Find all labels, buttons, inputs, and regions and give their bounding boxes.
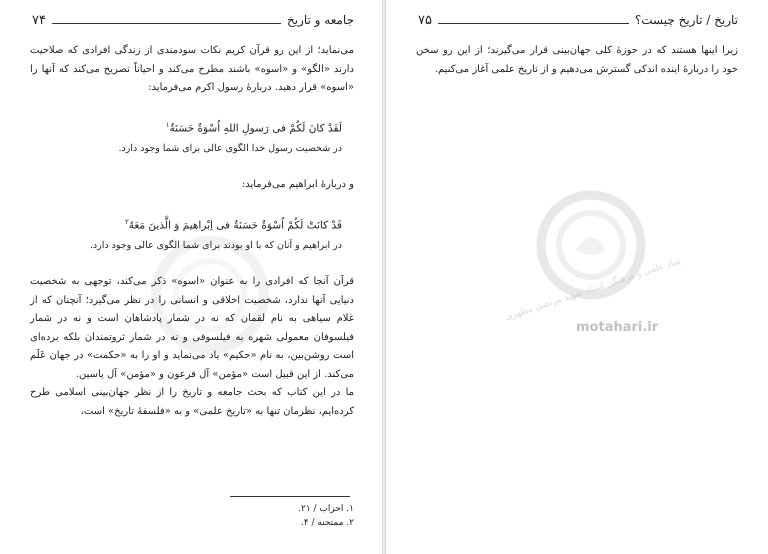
left-page-number: ۷۴ — [32, 12, 46, 28]
right-page-header — [418, 10, 738, 30]
watermark-url: motahari.ir — [576, 320, 659, 335]
quote-2-translation: در ابراهیم و آنان که با او بودند برای شما الگوی عالی وجود دارد. — [89, 239, 342, 251]
left-para-4: ما در این کتاب که بحث جامعه و تاریخ را از نظر جهان‌بینی اسلامی طرح کرده‌ایم، نظرمان تنها به «تاریخ علمی» و به «فلسفهٔ تاریخ» است، — [30, 387, 354, 417]
watermark-circle-text: بنیاد علمی و فرهنگی استاد شهید مرتضی مطهری — [504, 256, 683, 323]
left-page-header — [32, 10, 354, 30]
right-page-number: ۷۵ — [418, 12, 432, 28]
right-para-1: زیرا اینها هستند که در حوزهٔ کلی جهان‌بینی قرار می‌گیرند؛ از این رو سخن خود را دربارهٔ اینده اندکی گسترش می‌دهیم و از تاریخ علمی آغاز می‌کنیم. — [416, 45, 738, 75]
footnote-1: ۱. احزاب / ۲۱. — [298, 504, 354, 514]
right-header-rule — [438, 23, 629, 24]
footnotes — [298, 502, 354, 530]
quote-1 — [30, 116, 342, 159]
left-page-body — [30, 42, 354, 421]
quote-1-arabic: لَقَدْ کانَ لَکُمْ فی رَسولِ اللهِ اُسْوَةٌ حَسَنَةٌ — [169, 122, 342, 134]
left-para-3: قرآن آنجا که افرادی را به عنوان «اسوه» ذکر می‌کند، توجهی به شخصیت دنیایی آنها ندارد، شخصیت اخلاقی و انسانی را در نظر می‌گیرد؛ آنچنان که از غلام سیاهی به نام لقمان که نه در شمار پادشاهان است و نه در شمار فیلسوفان معمولی شهره به فیلسوفی و نه در شمار ثروتمندان بلکه برده‌ای است روشن‌بین، به نام «حکیم» یاد می‌نماید و او را به «حکمت» در جهان عَلَم می‌کند. از این قبیل است «مؤمن» آل فرعون و «مؤمن» آل یاسین. — [30, 276, 354, 380]
left-para-2: و دربارهٔ ابراهیم می‌فرماید: — [241, 179, 354, 190]
left-para-1: می‌نماید؛ از این رو قرآن کریم نکات سودمندی از زندگی افرادی که صلاحیت دارند «الگو» و «اسوه» باشند مطرح می‌کند و احیاناً تصریح می‌کند که آنها را «اسوه» قرار دهید. دربارهٔ رسول اکرم می‌فرماید: — [30, 45, 354, 93]
footnote-2: ۲. ممتحنه / ۴. — [300, 518, 354, 528]
quote-1-translation: در شخصیت رسول خدا الگوی عالی برای شما وجود دارد. — [118, 142, 342, 154]
quote-2 — [30, 213, 342, 256]
right-page — [386, 0, 768, 554]
left-header-rule — [52, 23, 281, 24]
left-header-title: جامعه و تاریخ — [286, 13, 354, 27]
quote-2-arabic: قَدْ کانَتْ لَکُمْ اُسْوَةٌ حَسَنَةٌ فی اِبْراهیمَ وَ الَّذینَ مَعَهُ — [128, 219, 342, 231]
watermark-logo-icon — [536, 190, 646, 300]
quote-1-footnote-ref: ۱ — [165, 120, 170, 129]
right-page-body — [416, 42, 738, 79]
watermark-emblem — [536, 190, 646, 300]
right-header-title: تاریخ / تاریخ چیست؟ — [634, 13, 738, 27]
quote-2-footnote-ref: ۲ — [125, 217, 129, 226]
footnote-rule — [230, 496, 350, 497]
